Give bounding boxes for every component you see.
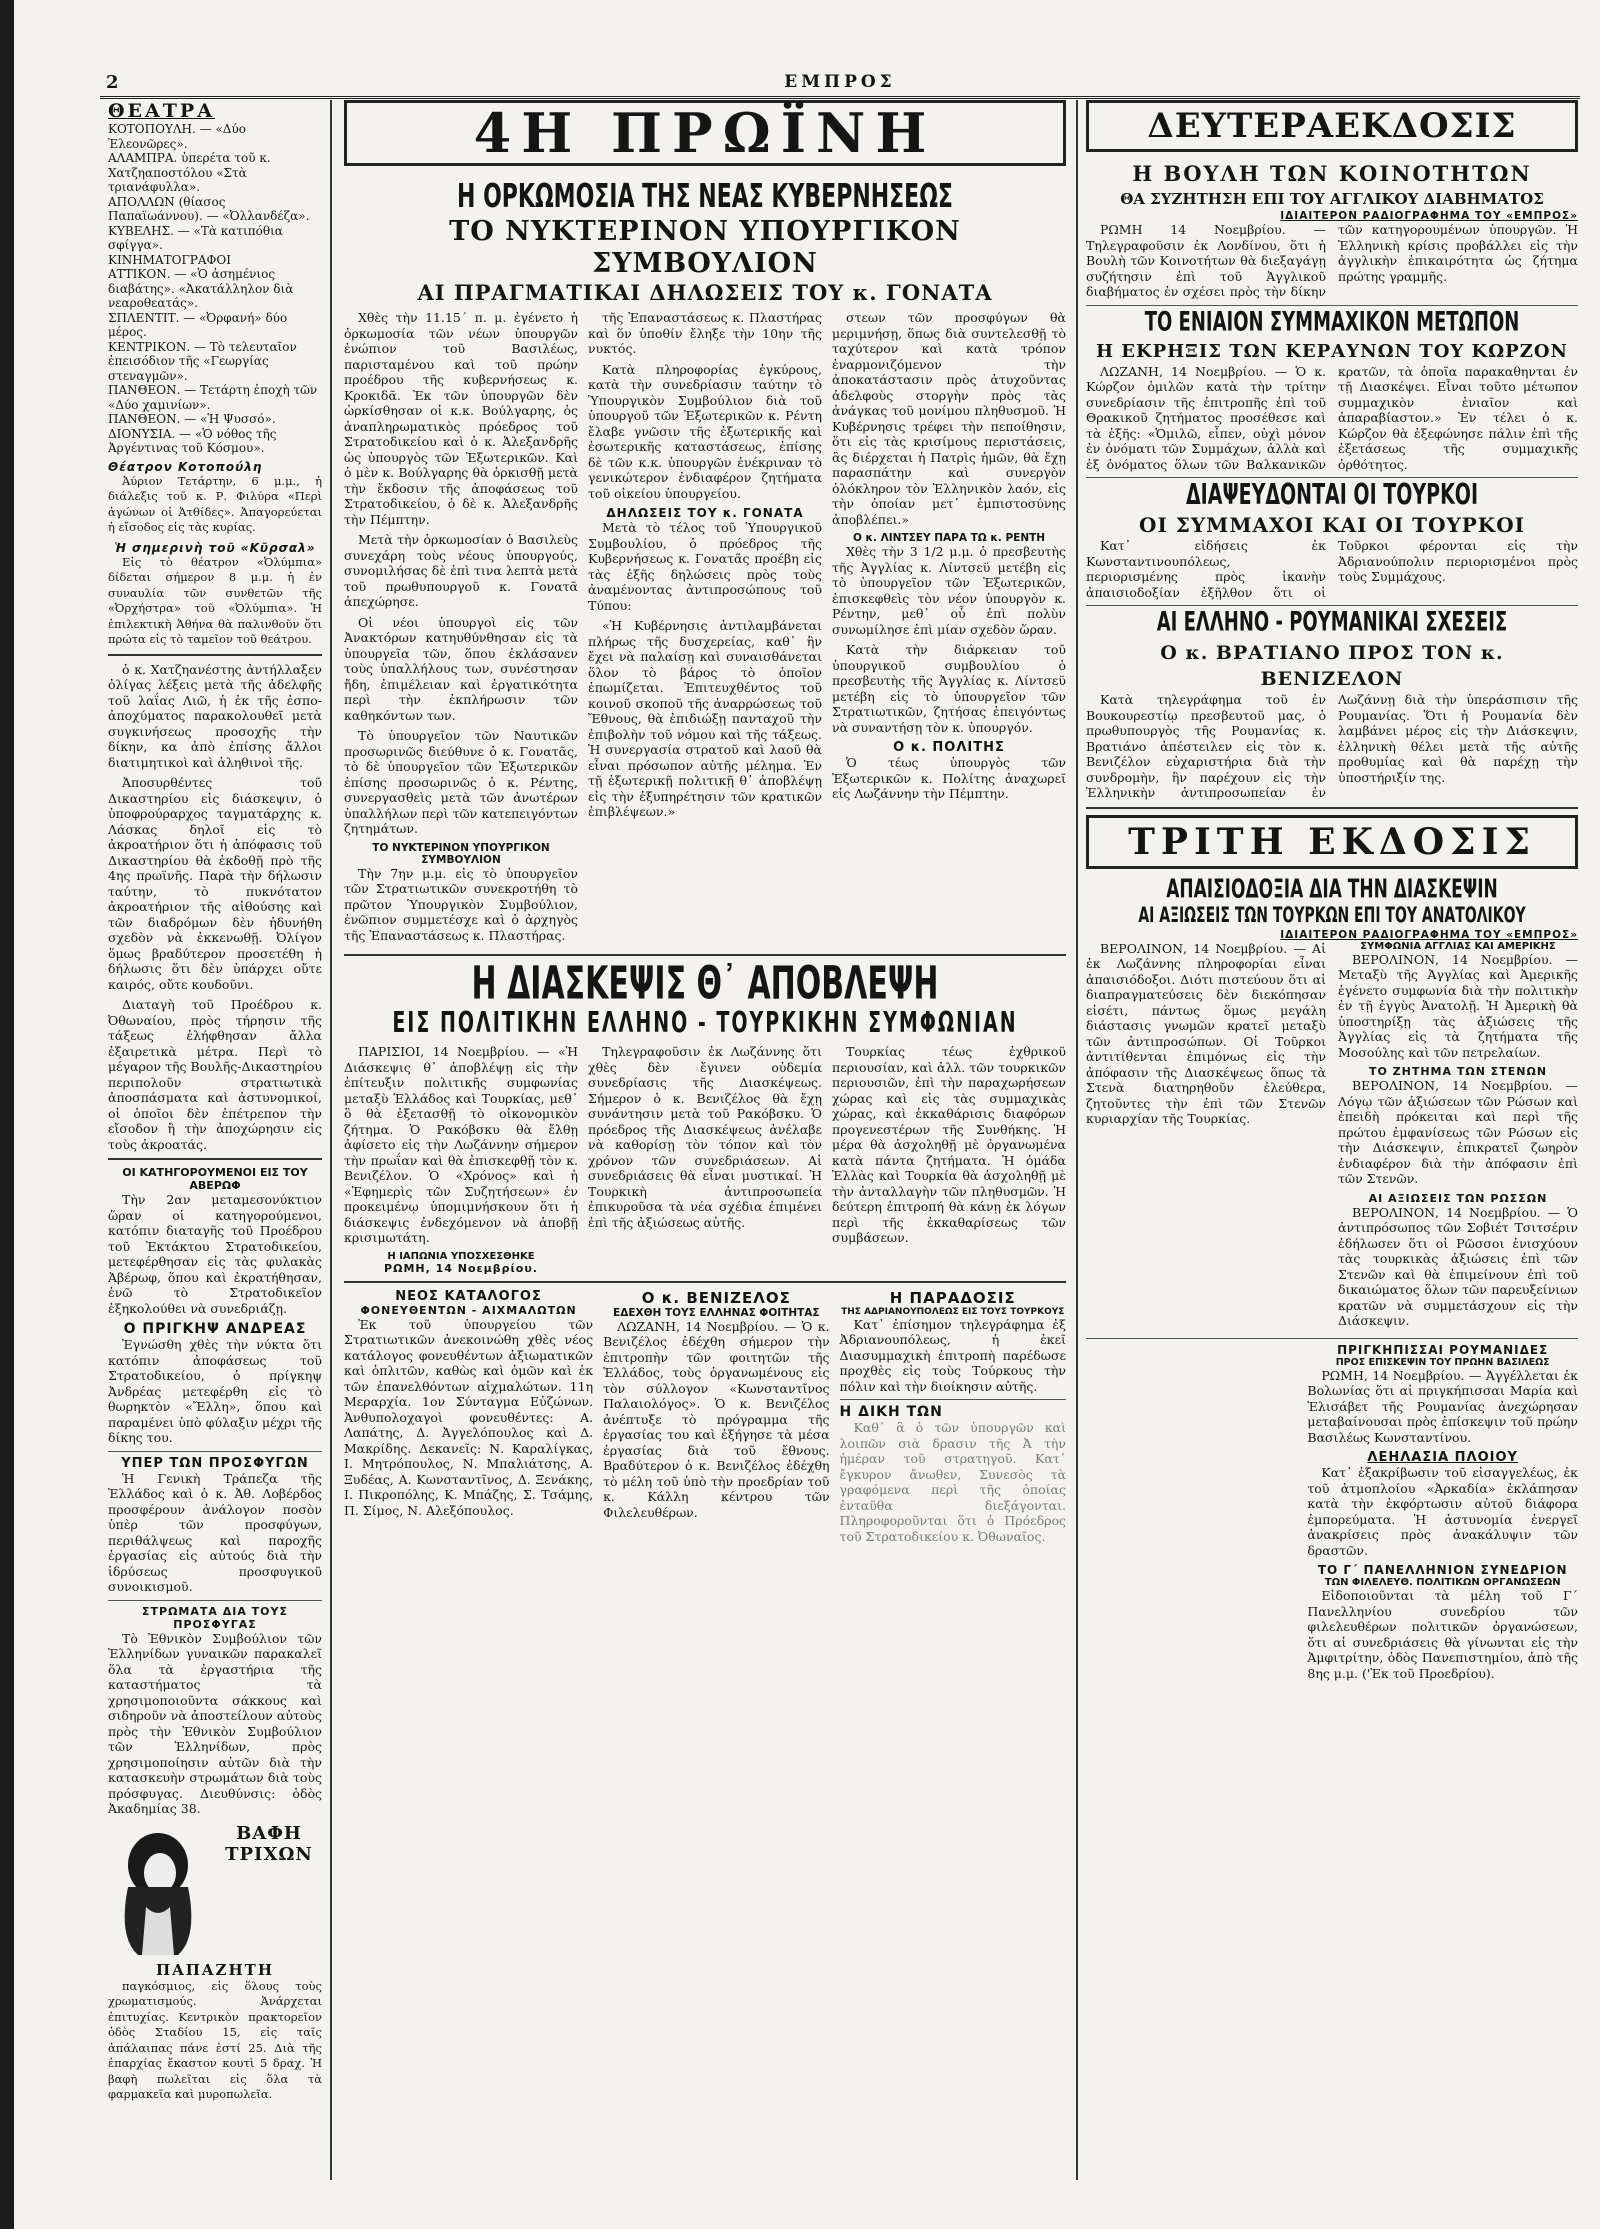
article-column bbox=[588, 1044, 822, 1275]
conference-articles bbox=[344, 1044, 1066, 1275]
straits-text: ΒΕΡΟΛΙΝΟΝ, 14 Νοεμβρίου. — Λόγῳ τῶν ἀξιώσεων τῶν Ρώσων καὶ ἐπειδὴ πρόκειται καὶ περὶ τῆς πρώτου ἐμφανίσεως τῶν Ρώσων εἰς τὴν Διάσκεψιν, ἐπικρατεῖ ζωηρὸν ἐνδιαφέρον διὰ τὴν ἀπόφασιν ἐπὶ τῶν Στενῶν. bbox=[1338, 1078, 1578, 1186]
declarations-head: ΔΗΛΩΣΕΙΣ ΤΟΥ κ. ΓΟΝΑΤΑ bbox=[606, 506, 804, 520]
article-paragraph: Τὸ ὑπουργεῖον τῶν Ναυτικῶν προσωρινῶς διεύθυνε ὁ κ. Γονατᾶς, τὸ δὲ ὑπουργεῖον τῶν Ἐξωτερικῶν ἐπίσης προσωρινῶς ὁ κ. Ρέντης, συνεργασθεὶς μετὰ τῶν ἀνωτέρων ὑπαλλήλων περὶ τῶν κατεπειγόντων ζητημάτων. bbox=[344, 728, 578, 836]
page-binding-edge bbox=[0, 0, 14, 2229]
paper-name: ΕΜΠΡΟΣ bbox=[784, 72, 896, 92]
page-number: 2 bbox=[106, 72, 119, 93]
theatre-listing: ΣΠΛΕΝΤΙΤ. — «Ὀρφανή» δύο μέρος. bbox=[108, 310, 288, 339]
front-sub: Η ΕΚΡΗΞΙΣ ΤΩΝ ΚΕΡΑΥΝΩΝ ΤΟΥ ΚΩΡΖΟΝ bbox=[1096, 340, 1568, 362]
divider bbox=[1086, 1338, 1578, 1339]
theatre-listing: ΚΟΤΟΠΟΥΛΗ. — «Δύο Ἐλεονῶρες». bbox=[108, 122, 246, 151]
pessimism-head: ΑΠΑΙΣΙΟΔΟΞΙΑ ΔΙΑ ΤΗΝ ΔΙΑΣΚΕΨΙΝ bbox=[1166, 874, 1498, 905]
hair-dye-ad bbox=[108, 1823, 322, 2103]
theft-head: ΛΕΗΛΑΣΙΑ ΠΛΟΙΟΥ bbox=[1367, 1450, 1518, 1465]
trial-paragraph: Διαταγὴ τοῦ Προέδρου κ. Ὀθωναίου, πρὸς τήρησιν τῆς τάξεως ἐλήφθησαν ἄλλα ἐξαιρετικὰ μέτρα. Περὶ τὸ μέγαρον τῆς Βουλῆς-Δικαστηρίου περιπολοῦν στρατιωτικὰ ἀποσπάσματα καὶ ἀστυνομικοί, οἱ ὁποῖοι δὲν ἐπέτρεπον τὴν εἴσοδον ἢ τὴν ἀποχώρησιν εἰς τοὺς ἀκροατάς. bbox=[108, 997, 322, 1152]
column-rule bbox=[1076, 100, 1078, 2180]
divider bbox=[108, 654, 322, 656]
lower-right-articles bbox=[1307, 1343, 1578, 1682]
council-head: ΤΟ ΝΥΚΤΕΡΙΝΟΝ ΥΠΟΥΡΓΙΚΟΝ ΣΥΜΒΟΥΛΙΟΝ bbox=[449, 216, 961, 279]
union-text: Εἰδοποιοῦνται τὰ μέλη τοῦ Γ΄ Πανελληνίου συνεδρίου τῶν φιλελευθέρων πολιτικῶν ὀργανώσεων, ὅτι αἱ συνεδριάσεις θὰ γίνωνται εἰς τὴν Ἀμφιτρίτην, ὁδὸς Πανεπιστημίου, ἀπὸ τῆς 8ης μ.μ. ('Ἐκ τοῦ Προεδρίου). bbox=[1307, 1588, 1578, 1681]
article-paragraph: Μετὰ τὴν ὁρκωμοσίαν ὁ Βασιλεὺς συνεχάρη τοὺς νέους ὑπουργούς, συνομιλήσας δὲ ἐπὶ τινα λεπτὰ μετὰ τοῦ πρωθυπουργοῦ κ. Γονατᾶ ἀπεχώρησε. bbox=[344, 532, 578, 609]
lower-articles bbox=[344, 1289, 1066, 1550]
council-sub-head: ΤΟ ΝΥΚΤΕΡΙΝΟΝ ΥΠΟΥΡΓΙΚΟΝ ΣΥΜΒΟΥΛΙΟΝ bbox=[372, 841, 550, 866]
venizelos-head: Ο κ. ΒΕΝΙΖΕΛΟΣ bbox=[641, 1288, 791, 1307]
article-column bbox=[832, 310, 1066, 948]
interview-head: Η ΙΑΠΩΝΙΑ ΥΠΟΣΧΕΣΘΗΚΕ bbox=[387, 1250, 535, 1262]
government-articles bbox=[344, 310, 1066, 948]
polites-text: Ὁ τέως ὑπουργὸς τῶν Ἐξωτερικῶν κ. Πολίτης ἀναχωρεῖ εἰς Λωζάννην τὴν Πέμπτην. bbox=[832, 755, 1066, 801]
pessimism-cable: ΙΔΙΑΙΤΕΡΟΝ ΡΑΔΙΟΓΡΑΦΗΜΑ ΤΟΥ «ΕΜΠΡΟΣ» bbox=[1280, 928, 1578, 941]
refugee-head: ΥΠΕΡ ΤΩΝ ΠΡΟΣΦΥΓΩΝ bbox=[121, 1455, 309, 1471]
kursal-head: Ἡ σημερινὴ τοῦ «Κῦρσαλ» bbox=[114, 540, 316, 555]
article-column bbox=[1338, 941, 1578, 1334]
agreement-text: ΒΕΡΟΛΙΝΟΝ, 14 Νοεμβρίου. — Μεταξὺ τῆς Ἀγγλίας καὶ Ἀμερικῆς ἐγένετο συμφωνία διὰ τὴν πολιτικὴν ἐν τῇ ἐγγὺς Ἀνατολῇ. Ἡ Ἀμερικὴ θὰ ὑποστηρίξῃ τὰς ἀξιώσεις τῆς Ἀγγλίας εἰς τὰ ζητήματα τῆς Μοσούλης καὶ τῶν πετρελαίων. bbox=[1338, 951, 1578, 1060]
commons-sub: ΘΑ ΣΥΖΗΤΗΣΗ ΕΠΙ ΤΟΥ ΑΓΓΛΙΚΟΥ ΔΙΑΒΗΜΑΤΟΣ bbox=[1120, 190, 1544, 208]
tradition-head: Η ΠΑΡΑΔΟΣΙΣ bbox=[889, 1288, 1016, 1307]
council-sub-text: Τὴν 7ην μ.μ. εἰς τὸ ὑπουργεῖον τῶν Στρατιωτικῶν συνεκροτήθη τὸ πρῶτον Ὑπουργικὸν Συμβούλιον, ἐνῶπιον συμμετέσχε καὶ ὁ ἀρχηγὸς τῆς Ἐπαναστάσεως κ. Πλαστήρας. bbox=[344, 865, 578, 943]
trial-paragraph: ὁ κ. Χατζηανέστης ἀντήλλαξεν ὀλίγας λέξεις μετὰ τῆς ἀδελφῆς τοῦ λαΐας Λιῶ, ἡ ἐκ τῆς ἐσπο-ἀποχύματος παρακολουθεῖ μετὰ συγκινήσεως προσοχῆς τὴν δίκην, κα ἀπὸ ἐπίσης ἄλλοι διατιμητικοὶ καὶ ἀληθινοὶ τῆς. bbox=[108, 661, 322, 770]
divider bbox=[1086, 305, 1578, 306]
kotopouli-head: Θέατρον Κοτοπούλη bbox=[108, 459, 263, 474]
theatre-listing: ΚΙΝΗΜΑΤΟΓΡΑΦΟΙ bbox=[108, 252, 231, 267]
third-edition-articles bbox=[1086, 941, 1578, 1334]
princess-sub: ΠΡΟΣ ΕΠΙΣΚΕΨΙΝ ΤΟΥ ΠΡΩΗΝ ΒΑΣΙΛΕΩΣ bbox=[1335, 1356, 1550, 1368]
divider bbox=[840, 1399, 1066, 1400]
arrival-head: ΟΙ ΚΑΤΗΓΟΡΟΥΜΕΝΟΙ ΕΙΣ ΤΟΥ ΑΒΕΡΩΦ bbox=[122, 1166, 308, 1192]
union-head: ΤΟ Γ΄ ΠΑΝΕΛΛΗΝΙΟΝ ΣΥΝΕΔΡΙΟΝ bbox=[1317, 1563, 1568, 1577]
list-text: Ἐκ τοῦ ὑπουργείου τῶν Στρατιωτικῶν ἀνεκοινώθη χθὲς νέος κατάλογος φονευθέντων ἀξιωματικῶν καὶ ὁπλιτῶν, καθὼς καὶ ὁμῶν καὶ ἐκ τῶν ἐπανελθόντων αἰχμαλώτων. 11η Μεραρχία. 1ον Σύνταγμα Εὐζώνων. Ἀνθυπολοχαγοὶ φονευθέντες: Α. Λαπάτης, Δ. Ἀγγελόπουλος καὶ Δ. Μακρίδης. Δεκανεῖς: Ν. Καραλίγκας, Ι. Μητρόπουλος, Ν. Μπαλιάτσης, Α. Ξυδέας, Α. Κωνσταντῖνος, Δ. Ξενάκης, Ι. Πικροπόλης, Κ. Μπάζης, Σ. Τσάμης, Π. Σίμος, Ν. Αλεξόπουλος. bbox=[344, 1316, 594, 1518]
right-column bbox=[1086, 100, 1578, 2180]
front-text: ΛΩΖΑΝΗ, 14 Νοεμβρίου. — Ὁ κ. Κώρζον ὁμιλῶν κατὰ τὴν τρίτην συνεδρίασιν τῆς ἐπιτροπῆς ἐπὶ τοῦ Θρακικοῦ ζητήματος προσέθεσε καὶ τὰ ἑξῆς: «Ὁμιλῶ, εἶπεν, οὐχὶ μόνον ἐν ὀνόματι τῶν Συμμάχων, ἀλλὰ καὶ ἐξ ὀνόματος ὅλων τῶν Βαλκανικῶν κρατῶν, τὰ ὁποῖα παρακαθηνται ἐν τῇ Διασκέψει. Εἶναι τοῦτο μέτωπον συμμαχικὸν ἑνιαῖον καὶ ἀπαραβίαστον.» Ἐν τέλει ὁ κ. Κώρζον θὰ ἐξεφώνησε πάλιν ἐπὶ τῆς ἐξετάσεως τῆς συμμαχικῆς ὀρθότητος. bbox=[1086, 363, 1578, 472]
theatre-listing: ΑΛΑΜΠΡΑ. ὑπερέτα τοῦ κ. Χατζηαποστόλου «Στὰ τριανάφυλλα». bbox=[108, 151, 271, 194]
romania-text: Κατὰ τηλεγράφημα τοῦ ἐν Βουκουρεστίῳ πρεσβευτοῦ μας, ὁ πρωθυπουργὸς τῆς Ρουμανίας κ. Βρατιάνο ἀπέστειλεν εἰς τὸν κ. Βενιζέλον εὐχαριστήρια διὰ τὴν συνδρομὴν, ἣν παρέχουν εἰς τὴν Ἑλληνικὴν ἀντιπροσωπείαν ἐν Λωζάννῃ διὰ τὴν ὑπεράσπισιν τῆς Ρουμανίας. Ὅτι ἡ Ρουμανία δὲν λαμβάνει μέρος εἰς τὴν Διάσκεψιν, ἑλληνικὴ θέλει μετὰ τῆς αὐτῆς προθυμίας καὶ θὰ παρέχῃ τὴν ὑποστήριξίν της. bbox=[1086, 692, 1578, 800]
divider bbox=[344, 1281, 1066, 1283]
ad-text: παγκόσμιος, εἰς ὅλους τοὺς χρωματισμούς. Ἀνάρχεται ἐπιτυχίας. Κεντρικὸν πρακτορεῖον ὁδὸς Σταδίου 15, εἰς ταῖς ἀπάλαιπας πάνε ἐστί 25. Διὰ τῆς ἐπαρχίας ἔκαστον κουτὶ 5 δραχ. Ἡ βαφὴ πωλεῖται εἰς ὅλα τὰ φαρμακεῖα καὶ μυροπωλεῖα. bbox=[108, 1978, 322, 2101]
article-paragraph: τῆς Ἐπαναστάσεως κ. Πλαστήρας καὶ ὅν ὑποθίν ἔληξε τὴν 10ην τῆς νυκτός. bbox=[588, 310, 822, 356]
article-paragraph: Κατὰ πληροφορίας ἐγκύρους, κατὰ τὴν συνεδρίασιν ταύτην τὸ Ὑπουργικὸν Συμβούλιον διὰ τοῦ ὑπουργοῦ τῶν Ἐξωτερικῶν κ. Ρέντη ἔλαβε γνῶσιν τῆς ἐξωτερικῆς καὶ ἐσωτερικῆς καταστάσεως, ἐπίσης δὲ τῶν κ.κ. ὑπουργῶν ἐνέκριναν τὸ γενικώτερον ἐνδιαφέρον ζητήματα τοῦ οἰκείου ὑπουργείου. bbox=[588, 361, 822, 501]
princess-text: ΡΩΜΗ, 14 Νοεμβρίου. — Ἀγγέλλεται ἐκ Βολωνίας ὅτι αἱ πριγκήπισσαι Μαρία καὶ Ἑλισάβετ τῆς Ρουμανίας ἀνεχώρησαν μεταβαίνουσαι πρὸς ἐπίσκεψιν τοῦ πρώην Βασιλέως Κωνσταντίνου. bbox=[1307, 1367, 1578, 1445]
russian-head: ΑΙ ΑΞΙΩΣΕΙΣ ΤΩΝ ΡΩΣΣΩΝ bbox=[1368, 1191, 1548, 1205]
theatre-listing: ΠΑΝΘΕΟΝ. — Τετάρτη ἐποχὴ τῶν «Δύο χαμινίων». bbox=[108, 383, 318, 412]
tradition-sub: ΤΗΣ ΑΔΡΙΑΝΟΥΠΟΛΕΩΣ ΕΙΣ ΤΟΥΣ ΤΟΥΡΚΟΥΣ bbox=[841, 1306, 1065, 1317]
article-column bbox=[344, 1289, 593, 1550]
divider bbox=[108, 1451, 322, 1452]
theatre-listing: ΠΑΝΘΕΟΝ. — «Ἡ Ψυσσό». bbox=[108, 412, 276, 426]
andreas-head: Ο ΠΡΙΓΚΗΨ ΑΝΔΡΕΑΣ bbox=[123, 1321, 307, 1337]
divider bbox=[108, 1600, 322, 1601]
left-column bbox=[108, 100, 322, 2180]
article-paragraph: Μετὰ τὸ τέλος τοῦ Ὑπουργικοῦ Συμβουλίου, ὁ πρόεδρος τῆς Κυβερνήσεως κ. Γονατᾶς προέβη εἰς τὰς ἑξῆς δηλώσεις πρὸς τοὺς ἀναμένοντας ἀντιπροσώπους τοῦ Τύπου: bbox=[588, 520, 822, 613]
arrival-text: Τὴν 2αν μεταμεσονύκτιον ὥραν οἱ κατηγορούμενοι, κατόπιν διαταγῆς τοῦ Προέδρου τοῦ Ἐκτάκτου Στρατοδικείου, μετεφέρθησαν εἰς τὰς φυλακὰς Ἀβέρωφ, ὅπου καὶ ἐκρατήθησαν, ἐνῶ τὸ Στρατοδικεῖον ἐξηκολούθει νὰ συνεδριάζῃ. bbox=[108, 1192, 322, 1316]
article-paragraph: Οἱ νέοι ὑπουργοὶ εἰς τῶν Ἀνακτόρων κατηυθύνθησαν εἰς τὰ ὑπουργεῖα τῶν, ὅπου ἐκλάσανεν τοὺς ὑπαλλήλους των, συνέστησαν ἤδη, ἐπιμέλειαν καὶ ἐργατικότητα περὶ τὴν ἐκπλήρωσιν τῶν καθηκόντων των. bbox=[344, 614, 578, 723]
commons-text: ΡΩΜΗ 14 Νοεμβρίου. — Τηλεγραφοῦσιν ἐκ Λονδίνου, ὅτι ἡ Βουλὴ τῶν Κοινοτήτων θὰ διεξαγάγῃ συζήτησιν ἐπὶ τοῦ Ἀγγλικοῦ διαβήματος ἐν σχέσει πρὸς τὴν δίκην τῶν κατηγορουμένων ὑπουργῶν. Ἡ Ἑλληνικὴ κρίσις προβάλλει εἰς τὴν ἀγγλικὴν ἐπικαιρότητα ὡς ζήτημα πρώτης γραμμῆς. bbox=[1086, 222, 1578, 299]
article-column bbox=[588, 310, 822, 948]
union-sub: ΤΩΝ ΦΙΛΕΛΕΥΘ. ΠΟΛΙΤΙΚΩΝ ΟΡΓΑΝΩΣΕΩΝ bbox=[1324, 1577, 1561, 1588]
theatre-listing: ΚΕΝΤΡΙΚΟΝ. — Τὸ τελευταῖον ἐπεισόδιον τῆς «Γεωργίας στεναγμῶν». bbox=[108, 339, 297, 383]
theatre-list bbox=[108, 122, 322, 456]
pessimism-sub: ΑΙ ΑΞΙΩΣΕΙΣ ΤΩΝ ΤΟΥΡΚΩΝ ΕΠΙ ΤΟΥ ΑΝΑΤΟΛΙΚΟΥ bbox=[1138, 903, 1526, 928]
lord-head: Ο κ. ΛΙΝΤΣΕΥ ΠΑΡΑ ΤΩ κ. ΡΕΝΤΗ bbox=[852, 532, 1046, 544]
trial-paragraph: Ἀποσυρθέντες τοῦ Δικαστηρίου εἰς διάσκεψιν, ὁ ὑποφρούραρχος ταγματάρχης κ. Λάσκας δηλοῖ εἰς τὸ ἀκροατήριον ὅτι ἡ ἀπόφασις τοῦ Δικαστηρίου θὰ ἐκδοθῇ πρὸ τῆς 4ης πρωϊνῆς. Παρὰ τὴν δήλωσιν ταύτην, τὸ πυκνότατον ἀκροατήριον τῆς αἰθούσης καὶ τῶν διαδρόμων δὲν ἠδυνήθη σχεδὸν νὰ ἐκκενωθῇ. Ὀλίγον ὅμως βραδύτερον προσετέθη ἡ δήλωσις ὅτι δὲν ὑπάρχει οὔτε καιρός, οὔτε κουδοῦνι. bbox=[108, 775, 322, 992]
swearing-head: Η ΟΡΚΩΜΟΣΙΑ ΤΗΣ ΝΕΑΣ ΚΥΒΕΡΝΗΣΕΩΣ bbox=[457, 178, 953, 216]
polites-head: Ο κ. ΠΟΛΙΤΗΣ bbox=[893, 740, 1005, 755]
pessimism-text: ΒΕΡΟΛΙΝΟΝ, 14 Νοεμβρίου. — Αἱ ἐκ Λωζάννης πληροφορίαι εἶναι ἀπαισιόδοξοι. Διότι πιστεύουν ὅτι αἱ διαπραγματεύσεις δὲν διεκόπησαν εἰσέτι, πάντως ὅμως μεγάλη διάστασις γνωμῶν κρατεῖ μεταξὺ τῶν ἀντιπροσώπων. Οἱ Τοῦρκοι ἀντιτίθενται ἐπιμόνως εἰς τὴν ἀπόφασιν τῆς Διασκέψεως ὅπως τὰ Στενὰ διατηρηθοῦν ἐλεύθερα, ζητοῦντες τὴν ἐπὶ τῶν Στενῶν κυριαρχίαν τῆς Τουρκίας. bbox=[1086, 940, 1326, 1126]
tradition-text: Κατ᾽ ἐπίσημον τηλεγράφημα ἐξ Ἀδριανουπόλεως, ἡ ἐκεῖ Διασυμμαχικὴ ἐπιτροπὴ παρέδωσε προχθὲς εἰς τοὺς Τούρκους τὴν πόλιν καὶ τὴν διοίκησιν αὐτῆς. bbox=[839, 1316, 1066, 1394]
kotopouli-text: Ἀύριον Τετάρτην, 6 μ.μ., ἡ διάλεξις τοῦ κ. Ρ. Φιλύρα «Περὶ ἀγώνων οἱ Ἀτθίδες». Ἀπαγορεύεται ἡ εἴσοδος εἰς τὰς κυρίας. bbox=[108, 473, 322, 534]
middle-section bbox=[344, 100, 1066, 2180]
straits-head: ΤΟ ΖΗΤΗΜΑ ΤΩΝ ΣΤΕΝΩΝ bbox=[1368, 1065, 1548, 1078]
kursal-text: Εἰς τὸ θέατρον «Ὀλύμπια» δίδεται σήμερον 8 μ.μ. ἡ ἐν συναυλία τῶν συνθετῶν τῆς «Ὀρχήστρα» τοῦ «Ὀλύμπια». Ἡ ἐπιλεκτικὴ Ἀθήνα θὰ παλινθοῦν ὅτι πρώτα εἰς τὸ ταμεῖον τοῦ θεάτρου. bbox=[108, 554, 322, 646]
theft-text: Κατ᾽ ἐξακρίβωσιν τοῦ εἰσαγγελέως, ἐκ τοῦ ἀτμοπλοίου «Ἀρκαδία» ἐκλάπησαν κατὰ τὴν ἐκφόρτωσιν αὐτοῦ διάφορα ἐμπορεύματα. Ἡ ἀστυνομία ἐνεργεῖ ἀνακρίσεις πρὸς ἀνακάλυψιν τῶν δραστῶν. bbox=[1307, 1465, 1578, 1558]
article-paragraph: «Ἡ Κυβέρνησις ἀντιλαμβάνεται πλήρως τῆς δυσχερείας, καθ᾽ ἣν ἔχει νὰ παλαίσῃ καὶ συναισθάνεται ὅλον τὸ βάρος τὸ ὁποῖον ἐπωμίζεται. Ἐπιτευχθέντος τοῦ κοινοῦ σκοποῦ τῆς ἀναρρώσεως τοῦ Ἔθνους, θὰ ἐπιδιώξῃ πανταχοῦ τὴν ἐπιβολὴν τοῦ νόμου καὶ τῆς τάξεως. Ἡ συνεργασία στρατοῦ καὶ λαοῦ θὰ εἶναι πρόσωπον αὐτῆς μέλημα. Ἐν τῇ ἐξωτερικῇ πολιτικῇ θ᾽ ἀποβλέψῃ εἰς τὴν ἐξυπηρέτησιν τῶν κρατικῶν ἐπιβλέψεων.» bbox=[588, 618, 822, 819]
ad-brand: ΠΑΠΑΖΗΤΗ bbox=[155, 1960, 275, 1979]
venizelos-text: ΛΩΖΑΝΗ, 14 Νοεμβρίου. — Ὁ κ. Βενιζέλος ἐδέχθη σήμερον τὴν ἐπιτροπὴν τῶν φοιτητῶν τῆς Ἑλλάδος, τοὺς ὀργανωμένους εἰς τὸν σύλλογον «Κωνσταντῖνος Παλαιολόγος». Ὁ κ. Βενιζέλος ἀνέπτυξε τὸ πρόγραμμα τῆς ἐργασίας του καὶ ἐξήγησε τὰ μέσα ἐργασίας διὰ τοῦ ἔθνους. Βραδύτερον ὁ κ. Βενιζέλος ἐδέχθη τὸ μέλη τοῦ ὑπὸ τὴν προεδρίαν τοῦ κ. Κάλλη κέντρου τῶν Φιλελευθέρων. bbox=[603, 1318, 830, 1520]
masthead-bar bbox=[100, 70, 1580, 99]
denial-text: Κατ᾽ εἰδήσεις ἐκ Κωνσταντινουπόλεως, περιορισμένης πρὸς ἱκανὴν ἀπαισιοδοξίαν ἐξῆλθον ὅτι οἱ Τοῦρκοι φέρονται εἰς τὴν Ἀδριανούπολιν περιορισμένοι πρὸς τοὺς Συμμάχους. bbox=[1086, 538, 1578, 600]
theatres-title: ΘΕΑΤΡΑ bbox=[108, 100, 215, 122]
venizelos-sub: ΕΔΕΧΘΗ ΤΟΥΣ ΕΛΛΗΝΑΣ ΦΟΙΤΗΤΑΣ bbox=[613, 1306, 820, 1319]
list-head: ΝΕΟΣ ΚΑΤΑΛΟΓΟΣ bbox=[395, 1288, 542, 1304]
commons-head: Η ΒΟΥΛΗ ΤΩΝ ΚΟΙΝΟΤΗΤΩΝ bbox=[1132, 161, 1532, 186]
article-paragraph: Τηλεγραφοῦσιν ἐκ Λωζάννης ὅτι χθὲς δὲν ἔγινεν οὐδεμία συνεδρίασις τῆς Διασκέψεως. Σήμερον ὁ κ. Βενιζέλος θὰ ἔχῃ συνάντησιν μετὰ τοῦ Ρακόβσκυ. Ὁ πρόεδρος τῆς Διασκέψεως ἀνέλαβε νὰ καθορίσῃ τὸν τόπον καὶ τὸν χρόνον τῶν συνεδριάσεων. Αἱ συνεδριάσεις θὰ εἶναι μυστικαί. Ἡ Τουρκικὴ ἀντιπροσωπεία ἐπικυροῦσα τὰ νέα σχέδια ἐπιμένει ἐπὶ τῆς ἀξιώσεως αὐτῆς. bbox=[588, 1044, 822, 1230]
denial-head: ΔΙΑΨΕΥΔΟΝΤΑΙ ΟΙ ΤΟΥΡΚΟΙ bbox=[1185, 478, 1479, 512]
second-edition-title: ΔΕΥΤΕΡΑΕΚΔΟΣΙΣ bbox=[1086, 100, 1578, 152]
agreement-head: ΣΥΜΦΩΝΙΑ ΑΓΓΛΙΑΣ ΚΑΙ ΑΜΕΡΙΚΗΣ bbox=[1360, 940, 1556, 952]
article-paragraph: Χθὲς τὴν 11.15΄ π. μ. ἐγένετο ἡ ὁρκωμοσία τῶν νέων ὑπουργῶν ἐνώπιον τοῦ Βασιλέως, παρισταμένου καὶ τοῦ πρώην προέδρου τῆς κυβερνήσεως κ. Κροκιδᾶ. Ἐκ τῶν ὑπουργῶν δὲν ὡρκίσθησαν οἱ κ.κ. Βούλγαρης, ὁς ἀναπληρωματικὸς πρόεδρος τοῦ Στρατοδικείου καὶ ὁ κ. Ἀλεξανδρῆς ὡς ὑπουργὸς τῶν Ἐξωτερικῶν. Καὶ ὁ μὲν κ. Βούλγαρης θὰ ὁρκισθῇ μετὰ τὴν ἔκδοσιν τῆς ἀποφάσεως τοῦ Στρατοδικείου, ὁ δὲ κ. Ἀλεξανδρῆς τὴν Πέμπτην. bbox=[344, 310, 578, 527]
list-sub: ΦΟΝΕΥΘΕΝΤΩΝ - ΑΙΧΜΑΛΩΤΩΝ bbox=[360, 1303, 577, 1317]
edition-title: 4Η ΠΡΩΪΝΗ bbox=[344, 100, 1066, 166]
front-head: ΤΟ ΕΝΙΑΙΟΝ ΣΥΜΜΑΧΙΚΟΝ ΜΕΤΩΠΟΝ bbox=[1144, 306, 1520, 338]
divider bbox=[108, 1158, 322, 1160]
article-paragraph: στεων τῶν προσφύγων θὰ μεριμνήσῃ, ὅπως διὰ συντελεσθῇ τὸ ταχύτερον καὶ κατὰ τρόπον ἐναρμονιζόμενον τὴν ἀποκατάστασιν πρὸς ἀτυχοῦντας ἀδελφοὺς στοργὴν πρὸς τὰς ἀνάγκας τοῦ μονίμου πληθυσμοῦ. Ἡ Κυβέρνησις τρέφει τὴν πεποίθησιν, ὅτι εἰς τὰς κρισίμους περιστάσεις, ἃς διέρχεται ἡ Πατρὶς ἡμῶν, θὰ ἔχῃ παρασπάτην καὶ συνεργὸν ὁλόκληρον τὸν Ἑλληνικὸν λαόν, εἰς τὴν ὁποίαν μετ᾽ ἐμπιστοσύνης ἀποβλέπει.» bbox=[832, 310, 1066, 527]
lady-portrait-icon bbox=[108, 1827, 208, 1957]
interview-date: ΡΩΜΗ, 14 Νοεμβρίου. bbox=[384, 1261, 538, 1275]
article-column bbox=[840, 1289, 1066, 1550]
cable-label: ΙΔΙΑΙΤΕΡΟΝ ΡΑΔΙΟΓΡΑΦΗΜΑ ΤΟΥ «ΕΜΠΡΟΣ» bbox=[1280, 210, 1578, 222]
theatre-listing: ΑΠΟΛΛΩΝ (θίασος Παπαϊωάννου). — «Ὀλλανδέζα». bbox=[108, 194, 310, 223]
article-column bbox=[344, 1044, 578, 1275]
theatre-listing: ΑΤΤΙΚΟΝ. — «Ὁ ἀσημένιος διαβάτης». «Ἀκατάλληλον διὰ νεαροθεατάς». bbox=[108, 267, 294, 310]
article-column bbox=[832, 1044, 1066, 1275]
trial2-head: Η ΔΙΚΗ ΤΩΝ bbox=[839, 1404, 943, 1420]
denial-sub: ΟΙ ΣΥΜΜΑΧΟΙ ΚΑΙ ΟΙ ΤΟΥΡΚΟΙ bbox=[1139, 513, 1525, 537]
conference-sub: ΕΙΣ ΠΟΛΙΤΙΚΗΝ ΕΛΛΗΝΟ - ΤΟΥΡΚΙΚΗΝ ΣΥΜΦΩΝΙΑΝ bbox=[392, 1006, 1018, 1040]
romania-head: ΑΙ ΕΛΛΗΝΟ - ΡΟΥΜΑΝΙΚΑΙ ΣΧΕΣΕΙΣ bbox=[1156, 606, 1508, 638]
ad-title: ΒΑΦΗ ΤΡΙΧΩΝ bbox=[225, 1822, 313, 1865]
andreas-text: Ἐγνώσθη χθὲς τὴν νύκτα ὅτι κατόπιν ἀποφάσεως τοῦ Στρατοδικείου, ὁ πρίγκηψ Ἀνδρέας μετεφέρθη εἰς τὸ θωρηκτὸν «Ἔλλη», ὅπου καὶ παραμένει ὑπὸ φύλαξιν μέχρι τῆς δίκης του. bbox=[108, 1337, 322, 1445]
mattress-text: Τὸ Ἐθνικὸν Συμβούλιον τῶν Ἑλληνίδων γυναικῶν παρακαλεῖ ὅλα τὰ ἐργαστήρια τῆς καταστήματος τὰ χρησιμοποιοῦντα σάκκους καὶ σιδηροῦν νὰ ἀποστείλουν αὐτοὺς πρὸς τὴν Ἐθνικὸν Συμβούλιον τῶν Ἑλληνίδων, πρὸς χρησιμοποίησιν αὐτῶν διὰ τὴν κατασκευὴν στρωμάτων διὰ τοὺς πρόσφυγας. Διευθύνσις: ὁδὸς Ἀκαδημίας 38. bbox=[108, 1630, 322, 1816]
article-paragraph: Κατὰ τὴν διάρκειαν τοῦ ὑπουργικοῦ συμβουλίου ὁ πρεσβευτὴς τῆς Ἀγγλίας κ. Λίντσεϋ μετέβη εἰς τὸ ὑπουργεῖον τῶν Στρατιωτικῶν, ζητήσας ἐπειγόντως νὰ συναντήσῃ τὸν κ. ὑπουργόν. bbox=[832, 642, 1066, 735]
mattress-head: ΣΤΡΩΜΑΤΑ ΔΙΑ ΤΟΥΣ ΠΡΟΣΦΥΓΑΣ bbox=[141, 1604, 289, 1631]
article-paragraph: Χθὲς τὴν 3 1/2 μ.μ. ὁ πρεσβευτὴς τῆς Ἀγγλίας κ. Λίντσεϋ μετέβη εἰς τὸ ὑπουργεῖον τῶν Ἐξωτερικῶν, ἐπισκεφθεὶς τὸν νέον ὑπουργὸν κ. Ρέντην, μεθ᾽ οὗ ἐπὶ πολὺν συνωμίλησε ἐπὶ μίαν σχεδὸν ὥραν. bbox=[832, 544, 1066, 637]
refugee-text: Ἡ Γενικὴ Τράπεζα τῆς Ἑλλάδος καὶ ὁ κ. Ἀθ. Λοβέρδος προσφέρουν ἀνάλογον ποσὸν ὑπὲρ τῶν προσφύγων, περιθάλψεως καὶ παροχῆς ἐργασίας εἰς αὐτούς διὰ τὴν ἱδρύσεως προσφυγικοῦ συνοικισμοῦ. bbox=[108, 1470, 322, 1594]
theatre-listing: ΚΥΒΕΛΗΣ. — «Τὰ κατιπόθια σφίγγα». bbox=[108, 223, 283, 252]
theatre-listing: ΔΙΟΝΥΣΙΑ. — «Ὁ νόθος τῆς Ἀργέντινας τοῦ Κόσμου». bbox=[108, 426, 277, 455]
trial2-text: Καθ᾽ ἃ ὁ τῶν ὑπουργῶν καὶ λοιπῶν σιὰ δρασιν τῆς Ἀ τὴν ἡμέραν τοῦ στρατηγοῦ. Κατ᾽ ἔγκυρον ἄνωθεν, Συνεσὸς τὰ γραφόμενα περὶ τῆς ὁποίας ἐνταῦθα διεξάγονται. Πληροφοροῦνται ὅτι ὁ Πρόεδρος τοῦ Στρατοδικείου κ. Ὀθωναῖος. bbox=[839, 1420, 1066, 1544]
column-rule bbox=[330, 100, 332, 2180]
romania-sub: Ο κ. ΒΡΑΤΙΑΝΟ ΠΡΟΣ ΤΟΝ κ. ΒΕΝΙΖΕΛΟΝ bbox=[1160, 642, 1504, 690]
article-paragraph: ΠΑΡΙΣΙΟΙ, 14 Νοεμβρίου. — «Ἡ Διάσκεψις θ᾽ ἀποβλέψῃ εἰς τὴν ἐπίτευξιν πολιτικῆς συμφωνίας μεταξὺ Ἑλλάδος καὶ Τουρκίας, μεθ᾽ ὃ θὰ ἐξετασθῇ τὸ οἰκονομικὸν ζήτημα. Ὁ Ρακόβσκυ θὰ ἔλθῃ ἀφίσετο εἰς τὴν Λωζάννην σήμερον τὴν πρωΐαν καὶ θὰ ἐπισκεφθῇ τὸν κ. Βενιζέλον. Ὁ «Χρόνος» καὶ ἡ «Ἐφημερὶς τῶν Συζητήσεων» ἐν προκειμένῳ ὑπομιμνήσκουν ὅτι ἡ διάσκεψις ἐνδεχόμενον νὰ ἀποβῇ κρισιμωτάτη. bbox=[344, 1044, 578, 1245]
third-edition-title: ΤΡΙΤΗ ΕΚΔΟΣΙΣ bbox=[1086, 815, 1578, 869]
conference-head: Η ΔΙΑΣΚΕΨΙΣ Θ᾽ ΑΠΟΒΛΕΨΗ bbox=[471, 958, 939, 1011]
divider bbox=[1086, 807, 1578, 809]
gonatas-head: ΑΙ ΠΡΑΓΜΑΤΙΚΑΙ ΔΗΛΩΣΕΙΣ ΤΟΥ κ. ΓΟΝΑΤΑ bbox=[417, 280, 993, 305]
article-column bbox=[344, 310, 578, 948]
article-column bbox=[603, 1289, 829, 1550]
article-column bbox=[1086, 941, 1326, 1334]
article-paragraph: Τουρκίας τέως ἐχθρικοῦ περιουσίαν, καὶ ἀλλ. τῶν τουρκικῶν περιουσιῶν, ἐπὶ τὴν παραχωρήσεων χώρας καὶ εἰς τὰς συμμαχικὰς χώρας, καὶ ἐκκαθάρισις διαφόρων προγενεστέρων τῆς Συνθήκης. Ἡ μέρα θὰ ἀσχοληθῇ μὲ ὀργανωμένα κατὰ πάντα ζητήματα. Ἡ ὁμάδα Ἑλλὰς καὶ Τουρκία θὰ ἀσχοληθῇ μὲ τὴν ἀνταλλαγὴν τῶν πληθυσμῶν. Ἡ δεύτερη ἐπιτροπή θὰ κάνῃ ἐκ λόγων περὶ τῆς ἐκκαθαρίσεως τῶν συμβάσεων. bbox=[832, 1044, 1066, 1245]
divider bbox=[344, 954, 1066, 956]
princess-head: ΠΡΙΓΚΗΠΙΣΣΑΙ ΡΟΥΜΑΝΙΔΕΣ bbox=[1337, 1342, 1549, 1357]
russian-text: ΒΕΡΟΛΙΝΟΝ, 14 Νοεμβρίου. — Ὁ ἀντιπρόσωπος τῶν Σοβιέτ Τσιτσέριν ἐδήλωσεν ὅτι οἱ Ρῶσσοι ἐνισχύουν τὰς τουρκικὰς ἀξιώσεις ἐπὶ τῶν Στενῶν καὶ θὰ ἐπιμείνουν ἐπὶ τοῦ δικαιώματος ὅλων τῶν παρευξείνιων κρατῶν νὰ συμμετάσχουν εἰς τὴν Διάσκεψιν. bbox=[1338, 1204, 1578, 1328]
